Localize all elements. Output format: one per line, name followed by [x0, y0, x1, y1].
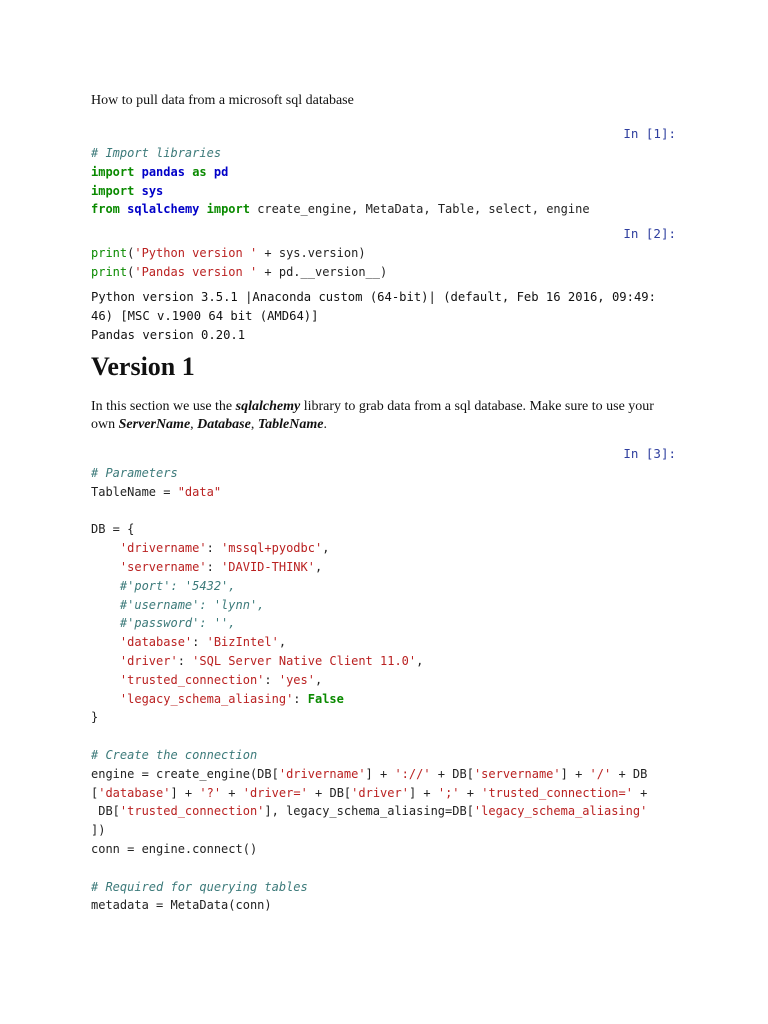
code-text: :: [177, 653, 193, 668]
code-cell-3[interactable]: [91, 464, 647, 915]
code-text: conn = engine.connect(): [91, 841, 258, 856]
code-text: DB[: [91, 804, 120, 819]
module-name: sqlalchemy: [127, 202, 200, 217]
para-text: .: [323, 417, 327, 432]
string-literal: 'mssql+pyodbc': [221, 541, 323, 556]
string-literal: 'driver': [119, 653, 178, 668]
cell-3-prompt: In [3]:: [623, 446, 676, 461]
string-literal: "data": [177, 484, 222, 499]
code-text: TableName =: [91, 484, 178, 499]
intro-text: How to pull data from a microsoft sql database: [91, 93, 354, 108]
string-literal: 'Python version ': [134, 246, 258, 260]
para-emphasis: TableName: [257, 417, 324, 432]
cell-1-prompt: In [1]:: [623, 126, 676, 141]
string-literal: 'trusted_connection=': [481, 785, 633, 800]
string-literal: 'database': [119, 635, 193, 650]
code-text: +: [459, 785, 482, 800]
module-name: pandas: [141, 164, 185, 179]
para-emphasis: sqlalchemy: [235, 399, 301, 414]
output-line: Pandas version 0.20.1: [91, 327, 246, 342]
code-text: DB = {: [91, 522, 135, 537]
output-line: Python version 3.5.1 |Anaconda custom (64-bit)| (default, Feb 16 2016, 09:49:: [91, 290, 656, 304]
section-paragraph: [91, 398, 681, 434]
keyword: import: [206, 202, 250, 217]
code-text: ]): [91, 823, 106, 838]
module-name: pd: [213, 164, 229, 179]
code-text: :: [192, 635, 207, 650]
code-text: }: [91, 710, 99, 725]
para-emphasis: ServerName: [118, 417, 191, 432]
para-emphasis: Database: [197, 417, 251, 432]
string-literal: 'driver=': [242, 785, 308, 800]
code-text: metadata = MetaData(conn): [91, 898, 272, 913]
keyword: False: [307, 691, 344, 706]
code-comment: #'username': 'lynn',: [119, 597, 265, 612]
string-literal: 'SQL Server Native Client 11.0': [192, 653, 417, 668]
output-line: 46) [MSC v.1900 64 bit (AMD64)]: [91, 308, 319, 323]
code-text: ] +: [408, 785, 438, 800]
code-text: :: [206, 541, 222, 556]
string-literal: '?': [199, 785, 222, 800]
string-literal: 'servername': [119, 559, 207, 574]
keyword: as: [192, 164, 207, 179]
code-text: +: [632, 785, 648, 800]
code-text: +: [221, 785, 243, 800]
code-text: ,: [322, 541, 330, 556]
string-literal: 'servername': [473, 766, 561, 781]
string-literal: 'legacy_schema_aliasing': [119, 691, 294, 706]
code-text: + DB: [611, 766, 648, 781]
builtin: print: [91, 264, 128, 279]
code-text: ] +: [365, 766, 395, 781]
para-text: ,: [250, 417, 258, 432]
string-literal: 'Pandas version ': [134, 264, 258, 279]
code-text: ] +: [560, 766, 590, 781]
string-literal: 'DAVID-THINK': [221, 559, 315, 574]
code-cell-2[interactable]: print('Python version ' + sys.version) print('Pandas version ' + pd.__version__): [91, 246, 388, 279]
string-literal: '://': [394, 766, 431, 781]
code-text: ,: [314, 672, 323, 687]
code-comment: # Create the connection: [91, 747, 258, 762]
string-literal: 'driver': [351, 785, 409, 800]
keyword: import: [91, 164, 135, 179]
para-text: In this section we use the: [91, 399, 236, 414]
code-text: ,: [278, 635, 287, 650]
code-text: + DB[: [307, 785, 352, 800]
string-literal: 'legacy_schema_aliasing': [473, 804, 648, 819]
string-literal: '/': [589, 766, 612, 781]
code-text: :: [206, 559, 222, 574]
code-text: ], legacy_schema_aliasing=DB[: [264, 804, 474, 819]
string-literal: ';': [437, 785, 460, 800]
cell-2-prompt: In [2]:: [623, 226, 676, 241]
string-literal: 'drivername': [278, 766, 366, 781]
code-comment: # Required for querying tables: [91, 879, 308, 894]
module-name: sys: [141, 183, 164, 198]
code-cell-1[interactable]: [91, 144, 590, 219]
para-text: library to grab data from a sql database. Make sure to use your own: [91, 399, 654, 432]
para-text: ,: [190, 417, 198, 432]
code-text: ,: [416, 653, 424, 668]
string-literal: 'trusted_connection': [119, 672, 265, 687]
code-text: engine = create_engine(DB[: [91, 766, 279, 781]
code-text: ] +: [170, 785, 200, 800]
string-literal: 'trusted_connection': [119, 804, 265, 819]
cell-2-output: [91, 288, 656, 344]
code-text: + DB[: [430, 766, 474, 781]
string-literal: 'database': [98, 785, 171, 800]
code-comment: # Import libraries: [91, 146, 222, 160]
code-text: :: [293, 691, 308, 706]
code-text: + sys.version): [257, 246, 366, 260]
code-text: :: [264, 672, 279, 687]
string-literal: 'BizIntel': [206, 635, 279, 650]
keyword: from: [91, 202, 120, 217]
string-literal: 'yes': [278, 672, 315, 687]
code-comment: #'port': '5432',: [119, 578, 236, 593]
code-comment: #'password': '',: [119, 616, 236, 631]
string-literal: 'drivername': [119, 541, 207, 556]
code-text: + pd.__version__): [257, 264, 388, 279]
code-text: ,: [314, 559, 323, 574]
section-heading: Version 1: [91, 352, 195, 381]
code-text: create_engine, MetaData, Table, select, engine: [249, 202, 590, 217]
keyword: import: [91, 183, 135, 198]
code-text: [: [91, 785, 99, 800]
builtin: print: [91, 246, 128, 260]
code-comment: # Parameters: [91, 466, 178, 480]
